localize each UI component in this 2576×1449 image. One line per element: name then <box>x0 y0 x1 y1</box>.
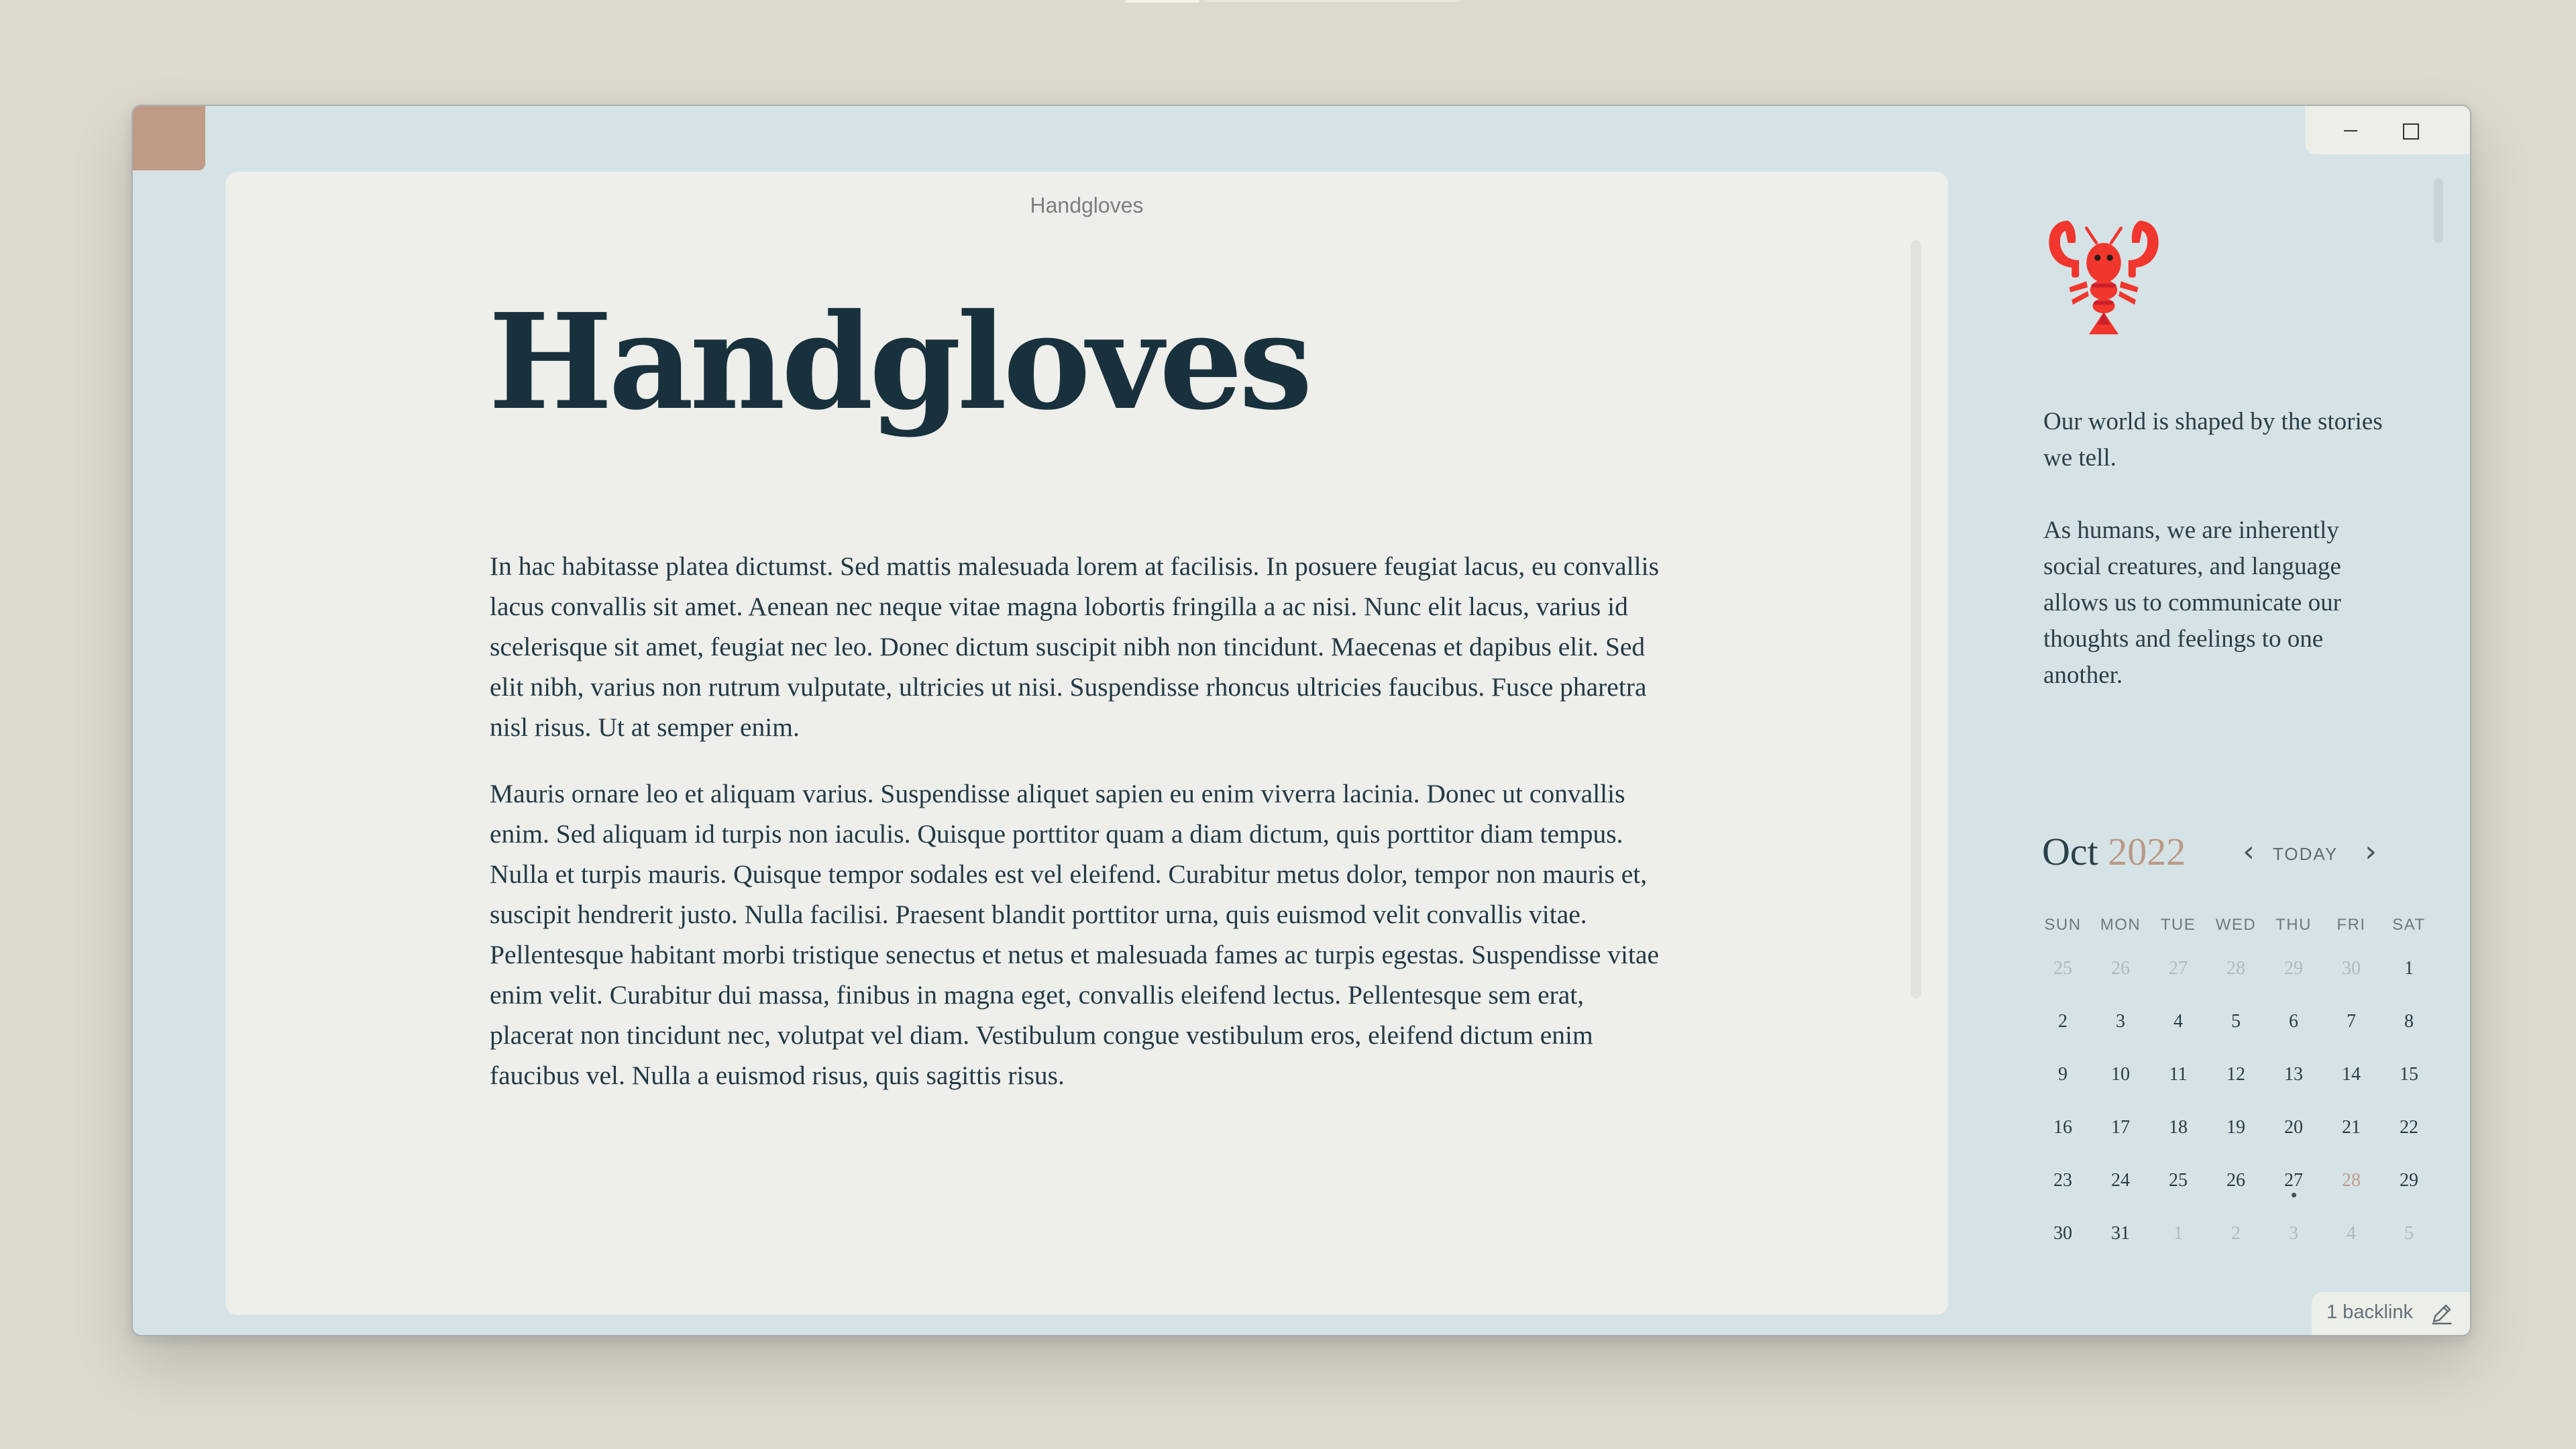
tab-title: Handgloves <box>1030 193 1144 217</box>
calendar-day[interactable]: 20 <box>2284 1116 2303 1138</box>
calendar-month-year <box>2042 829 2186 874</box>
paragraph[interactable]: Mauris ornare leo et aliquam varius. Suspendisse aliquet sapien eu enim viverra lacinia. Donec ut convallis enim. Sed aliquam id turpis non iaculis. Quisque porttitor quam a diam dictum, quis porttitor diam tempus. Nulla et turpis mauris. Quisque tempor sodales est vel eleifend. Curabitur metus dolor, tempor non mauris et, suscipit hendrerit justo. Nulla facilisi. Praesent blandit porttitor urna, quis euismod velit convallis vitae. Pellentesque habitant morbi tristique senectus et netus et malesuada fames ac turpis egestas. Suspendisse vitae enim velit. Curabitur dui massa, finibus in magna eget, convallis eleifend lectus. Pellentesque sem erat, placerat non tincidunt nec, volutpat vel diam. Vestibulum congue vestibulum eros, eleifend dictum enim faucibus vel. Nulla a euismod risus, quis sagittis risus. <box>490 779 1660 1090</box>
weekday-label: FRI <box>2337 916 2366 934</box>
weekday-label: SAT <box>2392 916 2426 934</box>
calendar-day[interactable]: 16 <box>2053 1116 2072 1138</box>
paragraph[interactable]: In hac habitasse platea dictumst. Sed mattis malesuada lorem at facilisis. In posuere feugiat lacus, eu convallis lacus convallis sit amet. Aenean nec neque vitae magna lobortis fringilla a ac nisi. Nunc elit lacus, varius id scelerisque sit amet, feugiat nec leo. Donec dictum suscipit nibh non tincidunt. Maecenas et dapibus elit. Sed elit nibh, varius non rutrum vulputate, ultricies ut nisi. Suspendisse rhoncus ultricies faucibus. Fusce pharetra nisl risus. Ut at semper enim. <box>490 551 1659 742</box>
calendar-day[interactable]: 7 <box>2347 1010 2356 1032</box>
calendar-day[interactable]: 27 <box>2169 957 2188 979</box>
calendar-day[interactable]: 25 <box>2169 1169 2188 1191</box>
backlinks-button[interactable]: 1 backlink <box>2326 1301 2413 1323</box>
calendar-day[interactable]: 19 <box>2226 1116 2245 1138</box>
calendar-day[interactable]: 25 <box>2053 957 2072 979</box>
weekday-label: MON <box>2100 916 2141 934</box>
calendar-day-today[interactable]: 28 <box>2342 1169 2361 1191</box>
corner-tab[interactable] <box>133 106 205 170</box>
calendar-weekday-row <box>2034 908 2438 942</box>
calendar-day[interactable]: 11 <box>2169 1063 2188 1085</box>
calendar-week <box>2034 995 2438 1048</box>
today-button[interactable]: TODAY <box>2273 844 2339 864</box>
chevron-right-icon[interactable]: › <box>2365 835 2377 869</box>
calendar-day[interactable]: 5 <box>2404 1222 2414 1244</box>
calendar-day[interactable]: 27 <box>2265 1154 2322 1207</box>
editor-scrollbar[interactable] <box>1911 240 1921 998</box>
calendar-day[interactable]: 31 <box>2111 1222 2130 1244</box>
calendar-day[interactable]: 4 <box>2347 1222 2356 1244</box>
sidebar-quote <box>2043 404 2392 730</box>
calendar-day[interactable]: 10 <box>2111 1063 2130 1085</box>
calendar-week <box>2034 1154 2438 1207</box>
calendar-day[interactable]: 4 <box>2174 1010 2183 1032</box>
calendar-day[interactable]: 3 <box>2116 1010 2125 1032</box>
chevron-left-icon[interactable]: ‹ <box>2243 835 2255 869</box>
calendar-day[interactable]: 29 <box>2400 1169 2418 1191</box>
calendar-day[interactable]: 6 <box>2289 1010 2298 1032</box>
lobster-icon <box>2042 213 2165 337</box>
document-title[interactable]: Handgloves <box>488 285 1309 439</box>
calendar-grid <box>2034 908 2438 1260</box>
weekday-label: THU <box>2275 916 2312 934</box>
quote-line: Our world is shaped by the stories we tell. <box>2043 408 2383 472</box>
backlinks-bar <box>2312 1292 2470 1335</box>
calendar-day[interactable]: 1 <box>2404 957 2414 979</box>
weekday-label: TUE <box>2160 916 2196 934</box>
calendar-day[interactable]: 5 <box>2231 1010 2241 1032</box>
calendar-day[interactable]: 26 <box>2111 957 2130 979</box>
calendar-day[interactable]: 22 <box>2400 1116 2418 1138</box>
editor-pane <box>225 172 1948 1315</box>
calendar-day[interactable]: 3 <box>2289 1222 2298 1244</box>
pencil-icon[interactable] <box>2430 1301 2454 1326</box>
weekday-label: SUN <box>2044 916 2082 934</box>
quote-line: As humans, we are inherently social creatures, and language allows us to communicate our thoughts and feelings to one another. <box>2043 517 2341 689</box>
calendar-day[interactable]: 24 <box>2111 1169 2130 1191</box>
calendar-day[interactable]: 30 <box>2342 957 2361 979</box>
window-controls <box>2305 106 2470 154</box>
calendar-day[interactable]: 30 <box>2053 1222 2072 1244</box>
calendar-day[interactable]: 2 <box>2058 1010 2068 1032</box>
calendar-week <box>2034 942 2438 995</box>
weekday-label: WED <box>2215 916 2257 934</box>
top-tab-strip <box>1205 0 1460 2</box>
calendar-week <box>2034 1207 2438 1260</box>
calendar-day[interactable]: 23 <box>2053 1169 2072 1191</box>
calendar-day[interactable]: 9 <box>2058 1063 2068 1085</box>
calendar-day[interactable]: 8 <box>2404 1010 2414 1032</box>
calendar-day[interactable]: 28 <box>2226 957 2245 979</box>
sidebar-scrollbar[interactable] <box>2434 178 2443 243</box>
app-window <box>131 105 2471 1336</box>
maximize-button[interactable] <box>2380 106 2434 154</box>
calendar-day[interactable]: 26 <box>2226 1169 2245 1191</box>
calendar-day[interactable]: 2 <box>2231 1222 2241 1244</box>
calendar-day[interactable]: 14 <box>2342 1063 2361 1085</box>
calendar-day[interactable]: 21 <box>2342 1116 2361 1138</box>
minimize-button[interactable] <box>2321 106 2375 154</box>
calendar-month: Oct <box>2042 830 2098 873</box>
calendar-week <box>2034 1101 2438 1154</box>
calendar-day[interactable]: 17 <box>2111 1116 2130 1138</box>
calendar-day[interactable]: 18 <box>2169 1116 2188 1138</box>
calendar-day[interactable]: 13 <box>2284 1063 2303 1085</box>
calendar-day[interactable]: 1 <box>2174 1222 2183 1244</box>
calendar-day[interactable]: 12 <box>2226 1063 2245 1085</box>
calendar-year: 2022 <box>2108 830 2186 873</box>
calendar-day[interactable]: 29 <box>2284 957 2303 979</box>
top-tab-indicator <box>1126 0 1199 3</box>
calendar-day[interactable]: 15 <box>2400 1063 2418 1085</box>
calendar-week <box>2034 1048 2438 1101</box>
